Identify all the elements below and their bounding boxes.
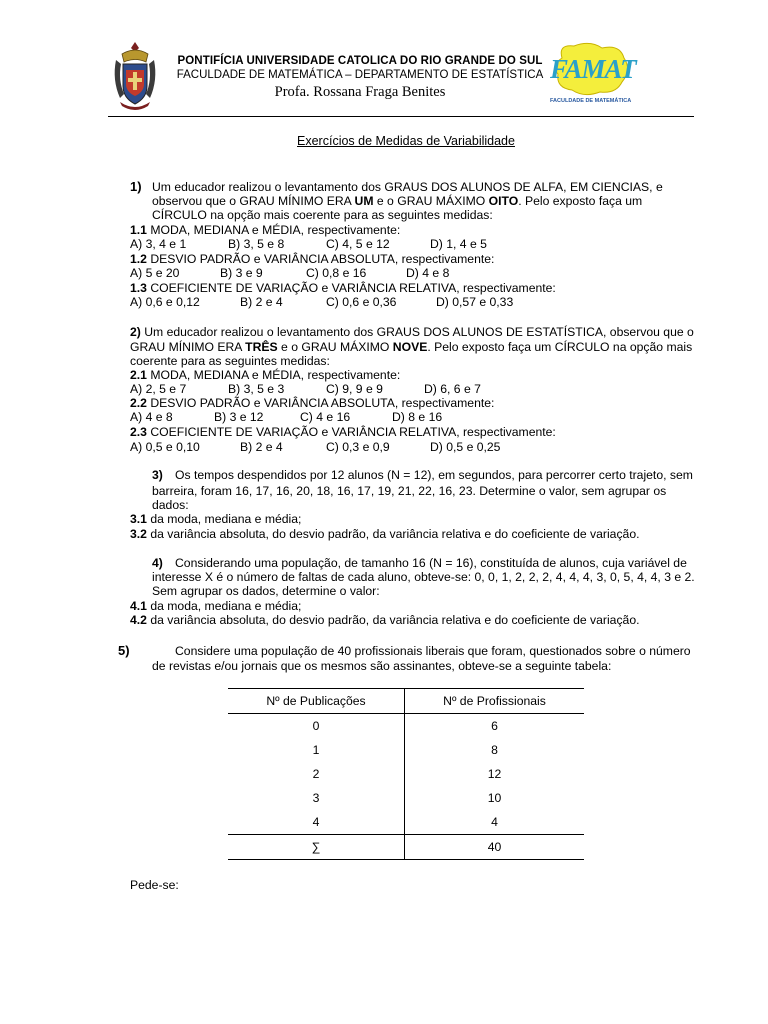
q1-sub-3-number: 1.3 <box>130 281 147 295</box>
q4-sub-2-text: da variância absoluta, do desvio padrão, da variância relativa e do coeficiente de variação. <box>146 613 640 627</box>
table-cell-publications: 4 <box>228 810 405 835</box>
table-cell-professionals: 4 <box>491 815 498 829</box>
q3-line-b: barreira, foram 16, 17, 16, 20, 18, 16, 17, 19, 21, 22, 16, 23. Determine o valor, sem agrupar os <box>152 484 667 498</box>
q1-sub-2-option-b[interactable]: B) 3 e 9 <box>220 266 263 280</box>
q2-sub-3-text: COEFICIENTE DE VARIAÇÃO e VARIÂNCIA RELATIVA, respectivamente: <box>146 425 556 439</box>
q2-sub-1-option-d[interactable]: D) 6, 6 e 7 <box>424 382 481 396</box>
table-cell-publications: 3 <box>228 786 405 810</box>
table-cell-publications: 2 <box>228 762 405 786</box>
famat-logo <box>544 40 636 110</box>
q2-intro-b-text2: e o GRAU MÁXIMO <box>277 340 393 354</box>
q1-sub-1-option-b[interactable]: B) 3, 5 e 8 <box>228 237 285 251</box>
q1-sub-2-option-d[interactable]: D) 4 e 8 <box>406 266 450 280</box>
table-cell-professionals: 10 <box>487 791 502 805</box>
q1-intro-line-c: CÍRCULO na opção mais coerente para as seguintes medidas: <box>152 208 493 222</box>
q3-sub-2-text: da variância absoluta, do desvio padrão, da variância relativa e do coeficiente de variação. <box>146 527 640 541</box>
q4-line-a: Considerando uma população, de tamanho 16 (N = 16), constituída de alunos, cuja variável de <box>175 556 687 570</box>
q1-sub-1-option-a[interactable]: A) 3, 4 e 1 <box>130 237 187 251</box>
q3-line-a: Os tempos despendidos por 12 alunos (N = 12), em segundos, para percorrer certo trajeto, sem <box>175 468 693 482</box>
q1-sub-2-number: 1.2 <box>130 252 147 266</box>
q2-sub-1-option-a[interactable]: A) 2, 5 e 7 <box>130 382 187 396</box>
q1-sub-1 <box>130 223 400 238</box>
q3-sub-1-number: 3.1 <box>130 512 147 526</box>
q2-sub-1-text: MODA, MEDIANA e MÉDIA, respectivamente: <box>146 368 401 382</box>
table-cell-professionals: 8 <box>491 743 498 757</box>
q2-intro-b-text3: . Pelo exposto faça um CÍRCULO na opção mais <box>427 340 693 354</box>
institution-name: PONTIFÍCIA UNIVERSIDADE CATOLICA DO RIO GRANDE DO SUL <box>177 55 543 67</box>
q2-sub-3 <box>130 425 556 440</box>
table-header-professionals: Nº de Profissionais <box>405 689 585 714</box>
q2-sub-2-number: 2.2 <box>130 396 147 410</box>
q1-intro-line-a: Um educador realizou o levantamento dos GRAUS DOS ALUNOS DE ALFA, EM CIENCIAS, e <box>152 180 663 194</box>
q2-sub-2-option-b[interactable]: B) 3 e 12 <box>214 410 264 424</box>
table-cell-professionals: 6 <box>491 719 498 733</box>
q4-number: 4) <box>152 556 163 570</box>
q2-sub-1 <box>130 368 400 383</box>
table-header-publications: Nº de Publicações <box>228 689 405 714</box>
table-row <box>228 714 584 739</box>
q2-intro-line-c: coerente para as seguintes medidas: <box>130 354 330 368</box>
q1-sub-3-text: COEFICIENTE DE VARIAÇÃO e VARIÂNCIA RELATIVA, respectivamente: <box>146 281 556 295</box>
pede-se-label: Pede-se: <box>130 878 179 892</box>
q5-line-a: Considere uma população de 40 profissionais liberais que foram, questionados sobre o número <box>175 644 691 658</box>
q1-sub-3 <box>130 281 556 296</box>
q1-sub-3-option-c[interactable]: C) 0,6 e 0,36 <box>326 295 397 309</box>
q1-sub-1-option-d[interactable]: D) 1, 4 e 5 <box>430 237 487 251</box>
q4-sub-1-number: 4.1 <box>130 599 147 613</box>
professor-name: Profa. Rossana Fraga Benites <box>274 84 446 100</box>
q2-intro-line-b <box>130 340 692 355</box>
q4-sub-1 <box>130 599 301 614</box>
q1-intro-um: UM <box>354 194 374 208</box>
q1-intro-b-text2: e o GRAU MÁXIMO <box>373 194 489 208</box>
q1-intro-b-text: observou que o GRAU MÍNIMO ERA <box>152 194 355 208</box>
table-row <box>228 810 584 835</box>
q1-sub-3-option-b[interactable]: B) 2 e 4 <box>240 295 283 309</box>
q4-line-c: Sem agrupar os dados, determine o valor: <box>152 584 380 598</box>
table-row <box>228 738 584 762</box>
q3-sub-1 <box>130 512 301 527</box>
q1-intro-line-b <box>152 194 642 209</box>
q3-sub-2-number: 3.2 <box>130 527 147 541</box>
q2-sub-3-option-d[interactable]: D) 0,5 e 0,25 <box>430 440 501 454</box>
faculty-name: FACULDADE DE MATEMÁTICA – DEPARTAMENTO DE ESTATÍSTICA <box>176 69 544 81</box>
q5-number: 5) <box>118 643 130 658</box>
table-sum-label: ∑ <box>228 835 405 860</box>
q1-sub-2-option-a[interactable]: A) 5 e 20 <box>130 266 180 280</box>
table-sum-value: 40 <box>405 835 585 860</box>
q2-sub-2-text: DESVIO PADRÃO e VARIÂNCIA ABSOLUTA, respectivamente: <box>146 396 495 410</box>
q4-sub-2-number: 4.2 <box>130 613 147 627</box>
q4-sub-1-text: da moda, mediana e média; <box>146 599 302 613</box>
q1-sub-3-option-d[interactable]: D) 0,57 e 0,33 <box>436 295 514 309</box>
q1-sub-1-text: MODA, MEDIANA e MÉDIA, respectivamente: <box>146 223 401 237</box>
q2-sub-2-option-d[interactable]: D) 8 e 16 <box>392 410 443 424</box>
q3-sub-1-text: da moda, mediana e média; <box>146 512 302 526</box>
q2-sub-3-option-c[interactable]: C) 0,3 e 0,9 <box>326 440 390 454</box>
table-cell-professionals: 12 <box>487 767 502 781</box>
q2-sub-2-option-a[interactable]: A) 4 e 8 <box>130 410 173 424</box>
q2-sub-1-option-c[interactable]: C) 9, 9 e 9 <box>326 382 383 396</box>
q4-line-b: interesse X é o número de faltas de cada aluno, obteve-se: 0, 0, 1, 2, 2, 2, 4, 4, 4, 3, 0, 5, 4, 4, 3 e 2. <box>152 570 695 584</box>
header-divider <box>108 116 694 117</box>
table-row <box>228 786 584 810</box>
q2-intro-tres: TRÊS <box>245 340 278 354</box>
q1-sub-2-text: DESVIO PADRÃO e VARIÂNCIA ABSOLUTA, respectivamente: <box>146 252 495 266</box>
famat-logo-subtitle: FACULDADE DE MATEMÁTICA <box>550 98 632 104</box>
famat-logo-text: FAMAT <box>550 54 636 84</box>
q1-sub-2-option-c[interactable]: C) 0,8 e 16 <box>306 266 367 280</box>
table-cell-publications: 1 <box>228 738 405 762</box>
page-title: Exercícios de Medidas de Variabilidade <box>297 134 515 148</box>
publications-table <box>228 688 584 860</box>
q5-line-b: de revistas e/ou jornais que os mesmos são assinantes, obteve-se a seguinte tabela: <box>152 659 612 673</box>
q2-intro-a-text: Um educador realizou o levantamento dos GRAUS DOS ALUNOS DE ESTATÍSTICA, observou que o <box>140 325 694 339</box>
q1-number: 1) <box>130 179 142 194</box>
pucrs-coat-of-arms-logo <box>112 40 158 112</box>
q1-sub-3-option-a[interactable]: A) 0,6 e 0,12 <box>130 295 200 309</box>
table-cell-publications: 0 <box>228 714 405 739</box>
q2-sub-3-option-a[interactable]: A) 0,5 e 0,10 <box>130 440 200 454</box>
q2-intro-nove: NOVE <box>392 340 428 354</box>
q2-sub-1-option-b[interactable]: B) 3, 5 e 3 <box>228 382 285 396</box>
q1-intro-oito: OITO <box>488 194 519 208</box>
q2-sub-3-number: 2.3 <box>130 425 147 439</box>
q1-sub-1-number: 1.1 <box>130 223 147 237</box>
q1-sub-2 <box>130 252 494 267</box>
q2-sub-3-option-b[interactable]: B) 2 e 4 <box>240 440 283 454</box>
q2-sub-2 <box>130 396 494 411</box>
q3-sub-2 <box>130 527 640 542</box>
table-row <box>228 762 584 786</box>
q3-line-c: dados: <box>152 498 189 512</box>
q1-intro-b-text3: . Pelo exposto faça um <box>518 194 643 208</box>
q3-number: 3) <box>152 468 163 482</box>
q2-number: 2) <box>130 325 141 339</box>
table-header-row <box>228 689 584 714</box>
q2-sub-2-option-c[interactable]: C) 4 e 16 <box>300 410 351 424</box>
table-sum-row <box>228 835 584 860</box>
q2-intro-line-a <box>130 325 694 340</box>
q2-intro-b-text: GRAU MÍNIMO ERA <box>130 340 246 354</box>
q4-sub-2 <box>130 613 640 628</box>
q2-sub-1-number: 2.1 <box>130 368 147 382</box>
q1-sub-1-option-c[interactable]: C) 4, 5 e 12 <box>326 237 390 251</box>
